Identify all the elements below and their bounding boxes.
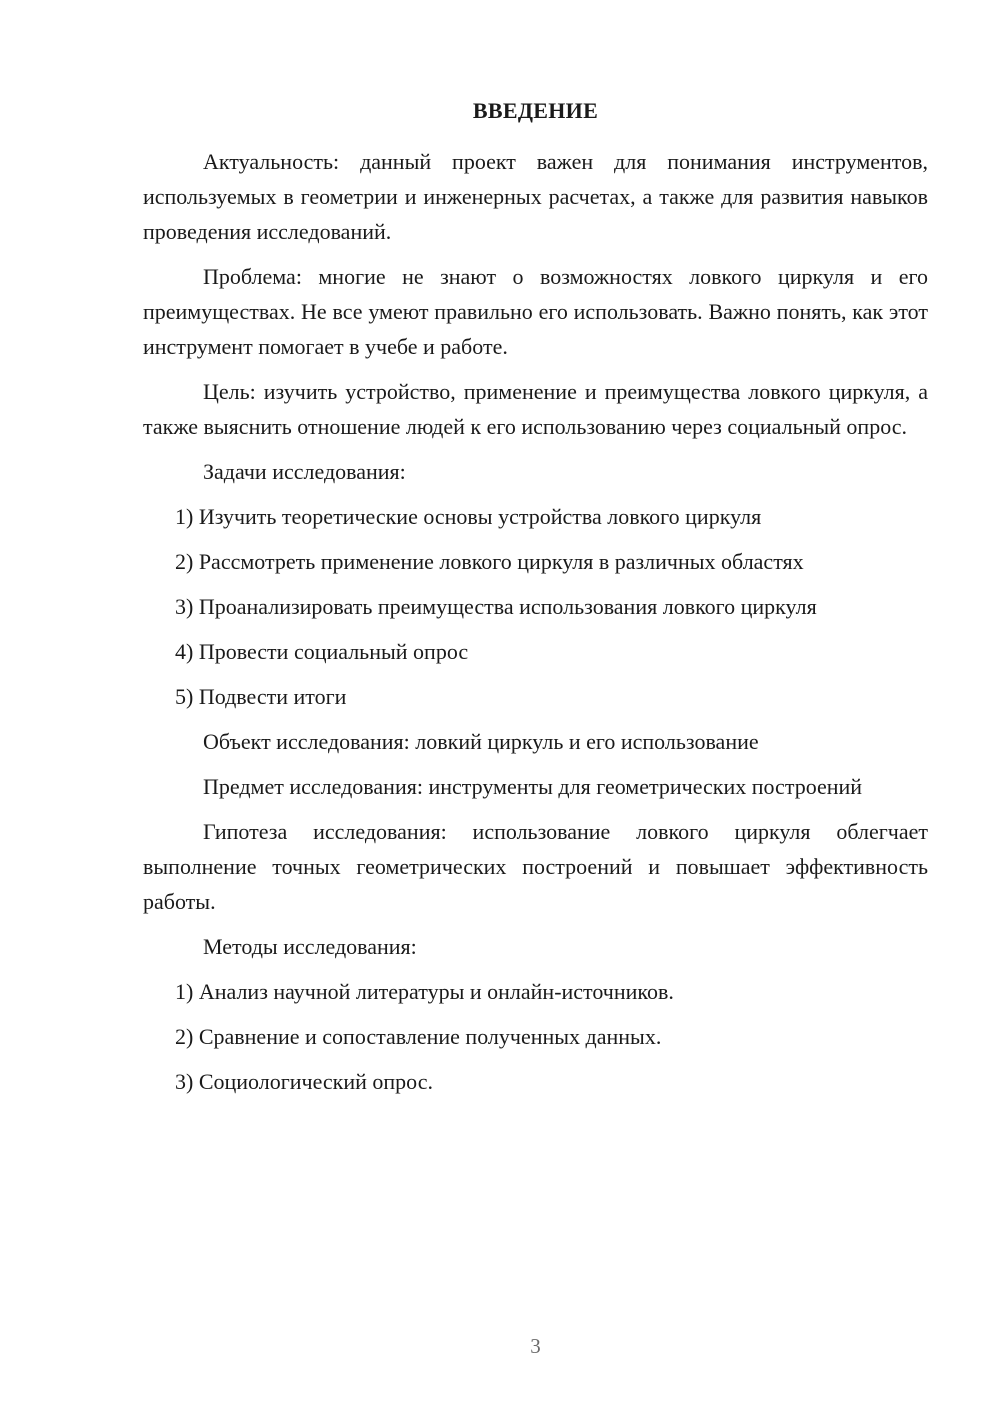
tasks-heading: Задачи исследования: [203,459,406,484]
tasks-list [143,499,928,714]
object-paragraph: Объект исследования: ловкий циркуль и его использование [203,729,759,754]
list-item: 2) Сравнение и сопоставление полученных данных. [175,1024,662,1049]
list-item: 1) Анализ научной литературы и онлайн-источников. [175,979,674,1004]
goal-paragraph: Цель: изучить устройство, применение и преимущества ловкого циркуля, а также выяснить отношение людей к его использованию через социальный опрос. [143,379,928,439]
list-item: 2) Рассмотреть применение ловкого циркуля в различных областях [175,549,804,574]
list-item: 4) Провести социальный опрос [175,639,469,664]
list-item: 5) Подвести итоги [175,684,347,709]
methods-list [143,974,928,1099]
document-page [143,0,928,1414]
methods-heading: Методы исследования: [203,934,417,959]
document-body [143,144,928,1109]
subject-paragraph: Предмет исследования: инструменты для геометрических построений [203,774,863,799]
hypothesis-paragraph: Гипотеза исследования: использование ловкого циркуля облегчает выполнение точных геометрических построений и повышает эффективность работы. [143,819,928,914]
list-item: 1) Изучить теоретические основы устройства ловкого циркуля [175,504,762,529]
page-title: ВВЕДЕНИЕ [472,98,599,123]
page-number: 3 [530,1334,541,1358]
relevance-paragraph: Актуальность: данный проект важен для понимания инструментов, используемых в геометрии и инженерных расчетах, а также для развития навыков проведения исследований. [143,149,928,244]
problem-paragraph: Проблема: многие не знают о возможностях ловкого циркуля и его преимуществах. Не все умеют правильно его использовать. Важно понять, как этот инструмент помогает в учебе и работе. [143,264,928,359]
list-item: 3) Проанализировать преимущества использования ловкого циркуля [175,594,817,619]
list-item: 3) Социологический опрос. [175,1069,433,1094]
